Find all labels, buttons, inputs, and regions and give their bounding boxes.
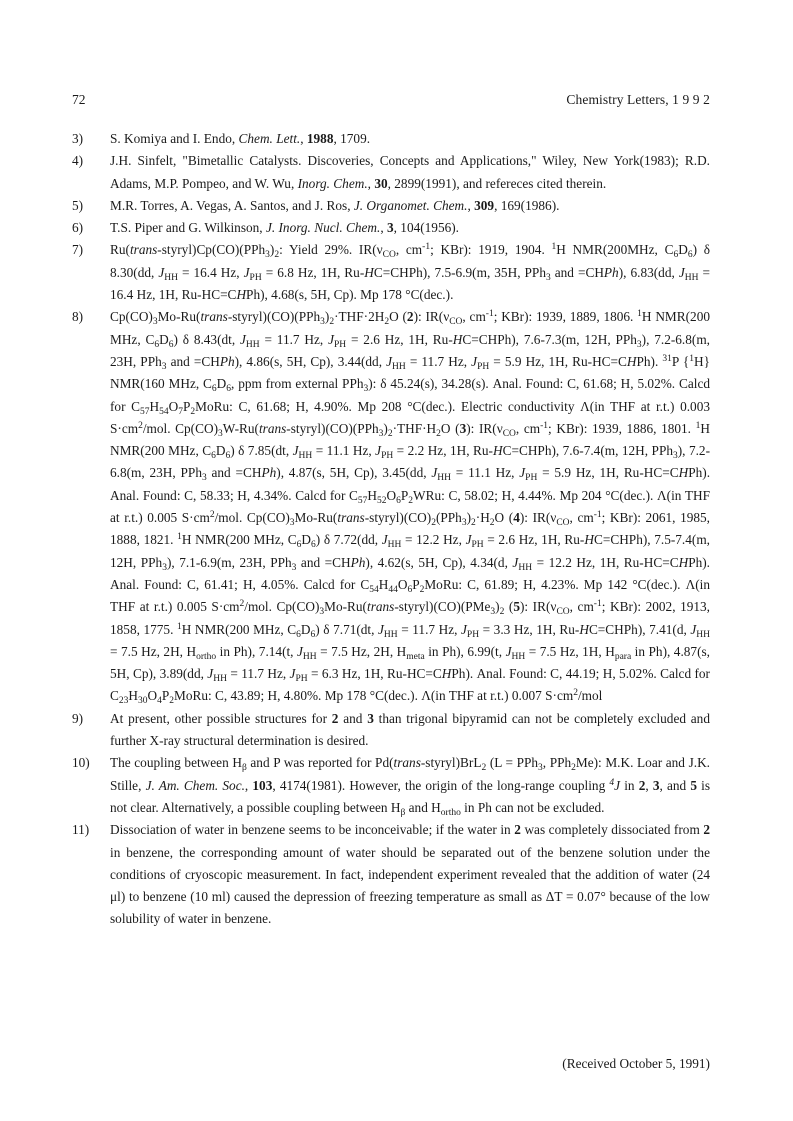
reference-text: T.S. Piper and G. Wilkinson, J. Inorg. Nucl. Chem., 3, 104(1956). xyxy=(110,220,460,236)
reference-text: Dissociation of water in benzene seems to be inconceivable; if the water in 2 was completely dissociated from 2 in benzene, the corresponding amount of water should be separated out of the benzene solution under the conditions of cryoscopic measurement. In fact, independent experiment revealed that the addition of water (24 μl) to benzene (10 ml) caused the depression of freezing temperature as small as ΔT = 0.07° because of the low solubility of water in benzene. xyxy=(110,822,710,927)
reference-item xyxy=(72,239,710,306)
reference-number: 10) xyxy=(72,755,90,771)
reference-list xyxy=(72,128,710,931)
reference-number: 9) xyxy=(72,710,84,726)
reference-item xyxy=(72,708,710,753)
reference-item xyxy=(72,217,710,239)
reference-number: 5) xyxy=(72,197,84,213)
reference-item xyxy=(72,128,710,150)
reference-text: $Ru(trans-styryl)Cp(CO)(PPh_3)_2$: Yield 29%. $IR(\nu_{CO}$, $cm^{-1}$; KBr): 1919, 1904. $^1$H NMR(200MHz, $C_6D_6$) δ 8.30(dd, $J_{HH} = 16.4$ Hz, $J_{PH} = 6.8$ Hz, 1H, Ru-HC=CHPh), 7.5-6.9(m, 35H, PPh$_3$ and =CHPh), 6.83(dd, $J_{HH} = 16.4$ Hz, 1H, Ru-HC=CHPh), 4.68(s, 5H, Cp). Mp 178 °C(dec.). xyxy=(110,242,710,303)
reference-number: 6) xyxy=(72,220,84,236)
reference-text: At present, other possible structures for 2 and 3 than trigonal bipyramid can not be completely excluded and further X-ray structural determination is desired. xyxy=(110,710,710,749)
reference-text: S. Komiya and I. Endo, Chem. Lett., 1988, 1709. xyxy=(110,131,371,146)
reference-number: 4) xyxy=(72,153,84,169)
reference-text: J.H. Sinfelt, "Bimetallic Catalysts. Discoveries, Concepts and Applications," Wiley, New York(1983); R.D. Adams, M.P. Pompeo, and W. Wu, Inorg. Chem., 30, 2899(1991), and refereces cited therein. xyxy=(110,153,710,191)
reference-number: 8) xyxy=(72,309,84,325)
reference-text: M.R. Torres, A. Vegas, A. Santos, and J. Ros, J. Organomet. Chem., 309, 169(1986). xyxy=(110,197,560,213)
reference-number: 11) xyxy=(72,822,90,838)
reference-number: 3) xyxy=(72,131,84,146)
running-header: Chemistry Letters, 1 9 9 2 xyxy=(566,92,710,107)
reference-text: $Cp(CO)_3Mo-Ru(trans-styryl)(CO)(PPh_3)_2\cdot THF\cdot 2H_2O$ (2): $IR(\nu_{CO}$, $cm^{-1}$; KBr): 1939, 1889, 1806. $^1$H NMR(200 MHz, $C_6D_6$) δ 8.43(dt, $J_{HH} = 11.7$ Hz, $J_{PH} = 2.6$ Hz, 1H, Ru-HC=CHPh), 7.6-7.3(m, 12H, PPh$_3$), 7.2-6.8(m, 23H, PPh$_3$ and =CHPh), 4.86(s, 5H, Cp), 3.44(dd, $J_{HH} = 11.7$ Hz, $J_{PH} = 5.9$ Hz, 1H, Ru-HC=CHPh). $^{31}$P {$^1$H} NMR(160 MHz, $C_6D_6$, ppm from external PPh$_3$): δ 45.24(s), 34.28(s). Anal. Found: C, 61.68; H, 5.02%. Calcd for $C_{57}H_{54}O_7P_2MoRu$: C, 61.68; H, 4.90%. Mp 208 °C(dec.). Electric conductivity Λ(in THF at r.t.) 0.003 $S\cdot cm^2$/mol. $Cp(CO)_3W-Ru(trans-styryl)(CO)(PPh_3)_2\cdot THF\cdot H_2O$ (3): $IR(\nu_{CO}$, $cm^{-1}$; KBr): 1939, 1886, 1801. $^1$H NMR(200 MHz, $C_6D_6$) δ 7.85(dt, $J_{HH} = 11.1$ Hz, $J_{PH} = 2.2$ Hz, 1H, Ru-HC=CHPh), 7.6-7.4(m, 12H, PPh$_3$), 7.2-6.8(m, 23H, PPh$_3$ and =CHPh), 4.87(s, 5H, Cp), 3.45(dd, $J_{HH} = 11.1$ Hz, $J_{PH} = 5.9$ Hz, 1H, Ru-HC=CHPh). Anal. Found: C, 58.33; H, 4.34%. Calcd for $C_{57}H_{52}O_6P_2WRu$: C, 58.02; H, 4.44%. Mp 204 °C(dec.). Λ(in THF at r.t.) 0.005 $S\cdot cm^2$/mol. $Cp(CO)_3Mo-Ru(trans-styryl)(CO)_2(PPh_3)_2\cdot H_2O$ (4): $IR(\nu_{CO}$, $cm^{-1}$; KBr): 2061, 1985, 1888, 1821. $^1$H NMR(200 MHz, $C_6D_6$) δ 7.72(dd, $J_{HH} = 12.2$ Hz, $J_{PH} = 2.6$ Hz, 1H, Ru-HC=CHPh), 7.5-7.4(m, 12H, PPh$_3$), 7.1-6.9(m, 23H, PPh$_3$ and =CHPh), 4.62(s, 5H, Cp), 4.34(d, $J_{HH} = 12.2$ Hz, 1H, Ru-HC=CHPh). Anal. Found: C, 61.41; H, 4.05%. Calcd for $C_{54}H_{44}O_6P_2MoRu$: C, 61.89; H, 4.23%. Mp 142 °C(dec.). Λ(in THF at r.t.) 0.005 $S\cdot cm^2$/mol. $Cp(CO)_3Mo-Ru(trans-styryl)(CO)(PMe_3)_2$ (5): $IR(\nu_{CO}$, $cm^{-1}$; KBr): 2002, 1913, 1858, 1775. $^1$H NMR(200 MHz, $C_6D_6$) δ 7.71(dt, $J_{HH} = 11.7$ Hz, $J_{PH} = 3.3$ Hz, 1H, Ru-HC=CHPh), 7.41(d, $J_{HH} = 7.5$ Hz, 2H, $H_{ortho}$ in Ph), 7.14(t, $J_{HH} = 7.5$ Hz, 2H, $H_{meta}$ in Ph), 6.99(t, $J_{HH} = 7.5$ Hz, 1H, $H_{para}$ in Ph), 4.87(s, 5H, Cp), 3.89(dd, $J_{HH} = 11.7$ Hz, $J_{PH} = 6.3$ Hz, 1H, Ru-HC=CHPh). Anal. Found: C, 44.19; H, 5.02%. Calcd for $C_{23}H_{30}O_4P_2MoRu$: C, 43.89; H, 4.80%. Mp 178 °C(dec.). Λ(in THF at r.t.) 0.007 $S\cdot cm^2$/mol xyxy=(110,309,711,707)
reference-text: The coupling between $H_\beta$ and P was reported for Pd(trans-styryl)BrL$_2$ (L = PPh$_3$, PPh$_2$Me): M.K. Loar and J.K. Stille, J. Am. Chem. Soc., 103, 4174(1981). However, the origin of the long-range coupling $^4$J in 2, 3, and 5 is not clear. Alternatively, a possible coupling between $H_\beta$ and $H_{ortho}$ in Ph can not be excluded. xyxy=(110,755,711,818)
reference-item xyxy=(72,752,710,819)
reference-number: 7) xyxy=(72,242,84,258)
reference-item xyxy=(72,150,710,195)
received-date: (Received October 5, 1991) xyxy=(562,1056,710,1071)
reference-item xyxy=(72,306,710,707)
reference-item xyxy=(72,195,710,217)
page-number: 72 xyxy=(72,92,86,107)
reference-item xyxy=(72,819,710,930)
